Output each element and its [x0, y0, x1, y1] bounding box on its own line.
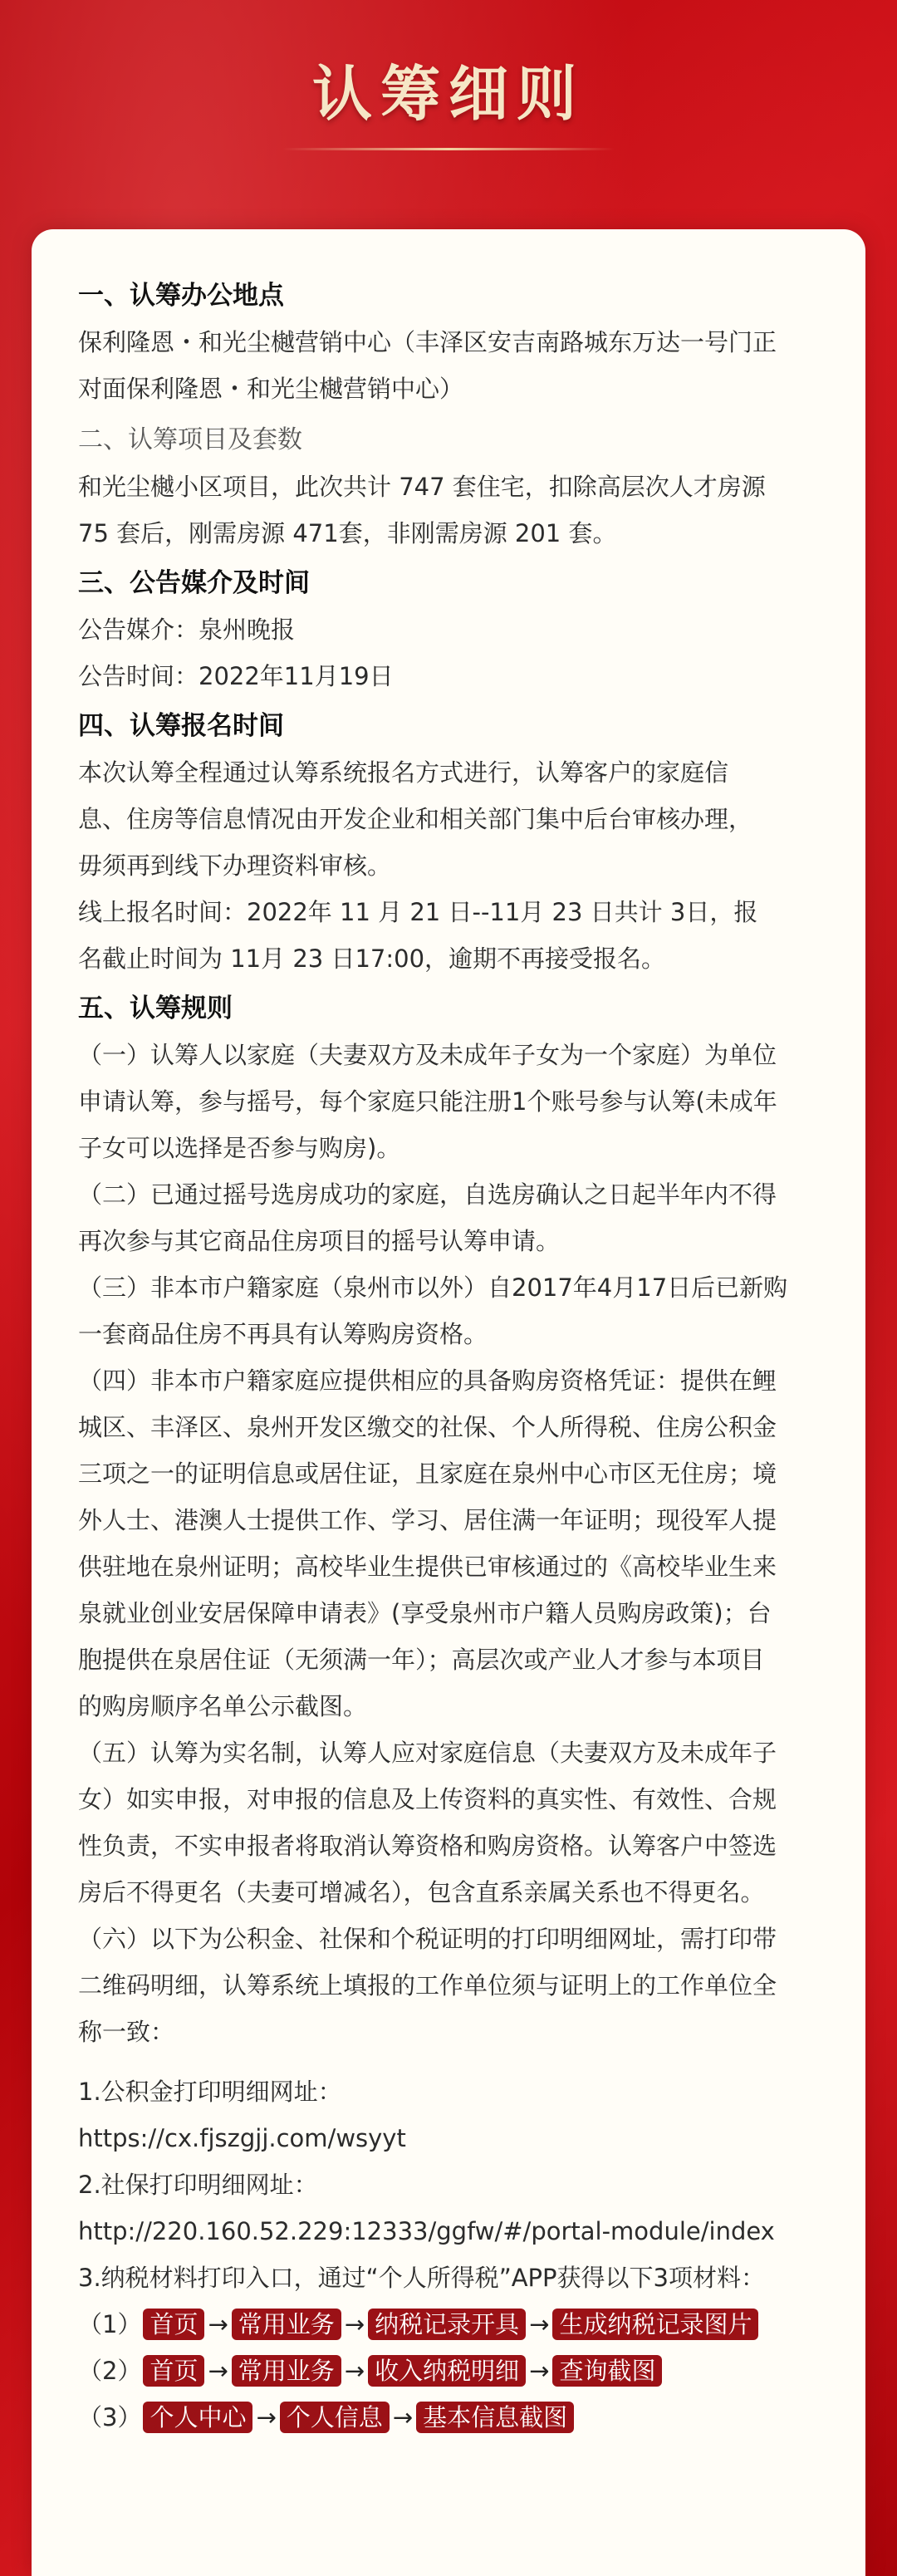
- text-line: 外人士、港澳人士提供工作、学习、居住满一年证明；现役军人提: [78, 1506, 777, 1534]
- text-line: 线上报名时间：2022年 11 月 21 日--11月 23 日共计 3日，报: [78, 898, 758, 926]
- text-line: 申请认筹，参与摇号，每个家庭只能注册1个账号参与认筹(未成年: [78, 1087, 777, 1116]
- text-line: （三）非本市户籍家庭（泉州市以外）自2017年4月17日后已新购: [78, 1273, 788, 1302]
- section-heading: 三、公告媒介及时间: [78, 568, 310, 598]
- text-line: （二）已通过摇号选房成功的家庭，自选房确认之日起半年内不得: [78, 1180, 777, 1209]
- text-line: 性负责，不实申报者将取消认筹资格和购房资格。认筹客户中签选: [78, 1832, 777, 1860]
- text-line: 称一致：: [78, 2018, 175, 2046]
- text-line: 一套商品住房不再具有认筹购房资格。: [78, 1320, 488, 1348]
- step-tag: 收入纳税明细: [368, 2355, 526, 2387]
- step-tag: 常用业务: [232, 2355, 341, 2387]
- text-line: 三项之一的证明信息或居住证，且家庭在泉州中心市区无住房；境: [78, 1460, 777, 1488]
- arrow-right-icon: →: [208, 2357, 228, 2385]
- text-line: 的购房顺序名单公示截图。: [78, 1692, 368, 1720]
- step-number: （1）: [78, 2310, 142, 2338]
- arrow-right-icon: →: [344, 2310, 365, 2338]
- arrow-right-icon: →: [529, 2357, 550, 2385]
- step-tag: 生成纳税记录图片: [552, 2309, 758, 2340]
- text-line: 名截止时间为 11月 23 日17:00，逾期不再接受报名。: [78, 945, 666, 973]
- step-row: [78, 2401, 576, 2434]
- text-line: 公告媒介：泉州晚报: [78, 616, 296, 644]
- text-line: （五）认筹为实名制，认筹人应对家庭信息（夫妻双方及未成年子: [78, 1739, 777, 1767]
- step-tag: 首页: [143, 2355, 204, 2387]
- arrow-right-icon: →: [529, 2310, 550, 2338]
- text-line: 对面保利隆恩・和光尘樾营销中心）: [78, 375, 464, 403]
- text-line: 胞提供在泉居住证（无须满一年）；高层次或产业人才参与本项目: [78, 1646, 765, 1674]
- text-line: 再次参与其它商品住房项目的摇号认筹申请。: [78, 1227, 561, 1255]
- arrow-right-icon: →: [392, 2403, 414, 2431]
- text-line: 城区、丰泽区、泉州开发区缴交的社保、个人所得税、住房公积金: [78, 1413, 777, 1441]
- step-tag: 查询截图: [552, 2355, 662, 2387]
- step-number: （2）: [78, 2357, 142, 2385]
- step-tag: 首页: [143, 2309, 204, 2340]
- text-line: 息、住房等信息情况由开发企业和相关部门集中后台审核办理，: [78, 805, 753, 833]
- url-link[interactable]: http://220.160.52.229:12333/ggfw/#/portal-module/index: [78, 2217, 775, 2245]
- text-line: 女）如实申报，对申报的信息及上传资料的真实性、有效性、合规: [78, 1785, 777, 1813]
- step-tag: 基本信息截图: [416, 2402, 574, 2433]
- section-heading: 五、认筹规则: [78, 994, 233, 1023]
- text-line: 本次认筹全程通过认筹系统报名方式进行，认筹客户的家庭信: [78, 758, 729, 787]
- text-line: （四）非本市户籍家庭应提供相应的具备购房资格凭证：提供在鲤: [78, 1367, 777, 1395]
- arrow-right-icon: →: [344, 2357, 365, 2385]
- text-line: 子女可以选择是否参与购房)。: [78, 1134, 401, 1162]
- text-line: 和光尘樾小区项目，此次共计 747 套住宅，扣除高层次人才房源: [78, 473, 766, 501]
- text-line: 二维码明细，认筹系统上填报的工作单位须与证明上的工作单位全: [78, 1971, 777, 1999]
- step-row: [78, 2308, 760, 2341]
- step-tag: 常用业务: [232, 2309, 341, 2340]
- text-line: 泉就业创业安居保障申请表》(享受泉州市户籍人员购房政策)；台: [78, 1599, 772, 1627]
- step-tag: 个人中心: [143, 2402, 252, 2433]
- page-title-wrap: [0, 46, 897, 132]
- step-tag: 个人信息: [280, 2402, 390, 2433]
- text-line: 3.纳税材料打印入口，通过“个人所得税”APP获得以下3项材料：: [78, 2264, 765, 2292]
- text-line: 保利隆恩・和光尘樾营销中心（丰泽区安吉南路城东万达一号门正: [78, 328, 777, 356]
- text-line: （六）以下为公积金、社保和个税证明的打印明细网址，需打印带: [78, 1925, 777, 1953]
- arrow-right-icon: →: [256, 2403, 277, 2431]
- text-line: 房后不得更名（夫妻可增减名），包含直系亲属关系也不得更名。: [78, 1878, 765, 1906]
- section-heading: 二、认筹项目及套数: [78, 425, 302, 454]
- section-heading: 四、认筹报名时间: [78, 711, 284, 741]
- text-line: 公告时间：2022年11月19日: [78, 662, 394, 690]
- content-card: [32, 229, 865, 2576]
- step-row: [78, 2354, 664, 2387]
- url-link[interactable]: https://cx.fjszgjj.com/wsyyt: [78, 2124, 406, 2152]
- title-underline: [282, 148, 615, 150]
- step-number: （3）: [78, 2403, 142, 2431]
- text-line: 2.社保打印明细网址：: [78, 2171, 318, 2199]
- section-heading: 一、认筹办公地点: [78, 281, 284, 311]
- page-title: 认筹细则: [311, 59, 585, 129]
- text-line: 75 套后，刚需房源 471套，非刚需房源 201 套。: [78, 519, 617, 547]
- text-line: 毋须再到线下办理资料审核。: [78, 851, 392, 880]
- step-tag: 纳税记录开具: [368, 2309, 526, 2340]
- text-line: 供驻地在泉州证明；高校毕业生提供已审核通过的《高校毕业生来: [78, 1553, 777, 1581]
- arrow-right-icon: →: [208, 2310, 228, 2338]
- text-line: 1.公积金打印明细网址：: [78, 2078, 342, 2106]
- text-line: （一）认筹人以家庭（夫妻双方及未成年子女为一个家庭）为单位: [78, 1041, 777, 1069]
